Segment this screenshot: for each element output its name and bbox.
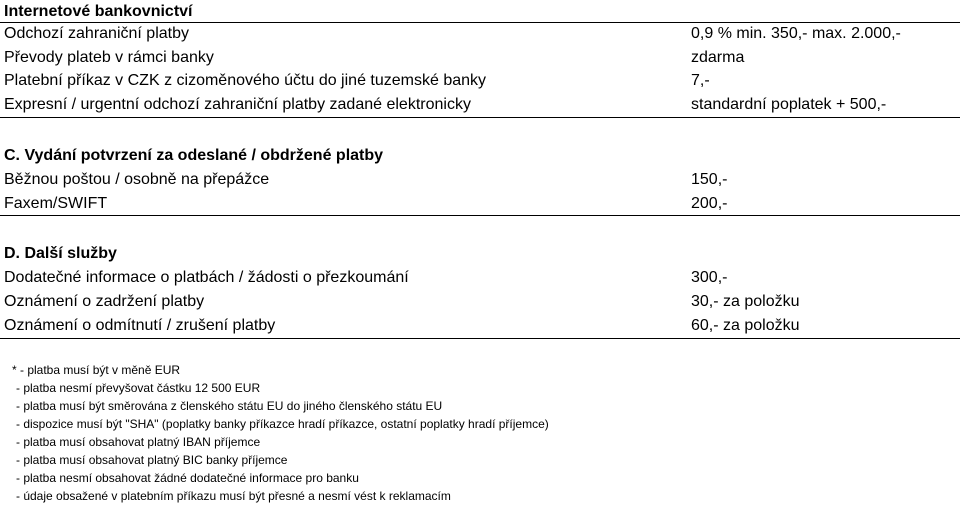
fee-value: zdarma [691,49,745,66]
footnote-text: * - platba musí být v měně EUR [12,363,181,377]
fee-row [0,93,960,116]
footnote-text: - dispozice musí být "SHA" (poplatky banky příkazce hradí příkazce, ostatní poplatky hradí příjemce) [16,417,549,431]
fee-row [0,266,960,289]
fee-row [0,168,960,191]
fee-label: Odchozí zahraniční platby [4,25,189,42]
fee-label: Faxem/SWIFT [4,195,108,212]
fee-value: standardní poplatek + 500,- [691,96,887,113]
fee-row [0,46,960,69]
section-internet-heading [0,0,960,23]
fee-value: 300,- [691,269,728,286]
fee-label: Běžnou poštou / osobně na přepážce [4,171,270,188]
fee-value: 0,9 % min. 350,- max. 2.000,- [691,25,901,42]
fee-value: 7,- [691,72,710,89]
fee-value: 60,- za položku [691,317,800,334]
fee-row [0,290,960,313]
divider [0,338,960,339]
fee-row [0,192,960,215]
footnote-text: - platba musí obsahovat platný BIC banky příjemce [16,453,288,467]
divider [0,117,960,118]
section-d-heading [0,242,960,265]
fee-row [0,22,960,45]
footnote-text: - platba nesmí převyšovat částku 12 500 EUR [16,381,261,395]
fee-label: Oznámení o odmítnutí / zrušení platby [4,317,276,334]
fee-value: 200,- [691,195,728,212]
footnote-text: - platba musí být směrována z členského státu EU do jiného členského státu EU [16,399,443,413]
footnote-text: - platba nesmí obsahovat žádné dodatečné informace pro banku [16,471,359,485]
footnote-text: - platba musí obsahovat platný IBAN příjemce [16,435,261,449]
section-heading: Internetové bankovnictví [4,3,193,20]
fee-value: 30,- za položku [691,293,800,310]
footnote-text: - údaje obsažené v platebním příkazu musí být přesné a nesmí vést k reklamacím [16,489,451,503]
section-heading: D. Další služby [4,245,117,262]
fee-row [0,69,960,92]
fee-label: Převody plateb v rámci banky [4,49,214,66]
section-heading: C. Vydání potvrzení za odeslané / obdržené platby [4,147,384,164]
fee-label: Dodatečné informace o platbách / žádosti o přezkoumání [4,269,409,286]
divider [0,215,960,216]
section-c-heading [0,144,960,167]
fee-value: 150,- [691,171,728,188]
fee-row [0,314,960,337]
fee-label: Platební příkaz v CZK z cizoměnového účtu do jiné tuzemské banky [4,72,487,89]
fee-label: Expresní / urgentní odchozí zahraniční platby zadané elektronicky [4,96,471,113]
fee-label: Oznámení o zadržení platby [4,293,205,310]
